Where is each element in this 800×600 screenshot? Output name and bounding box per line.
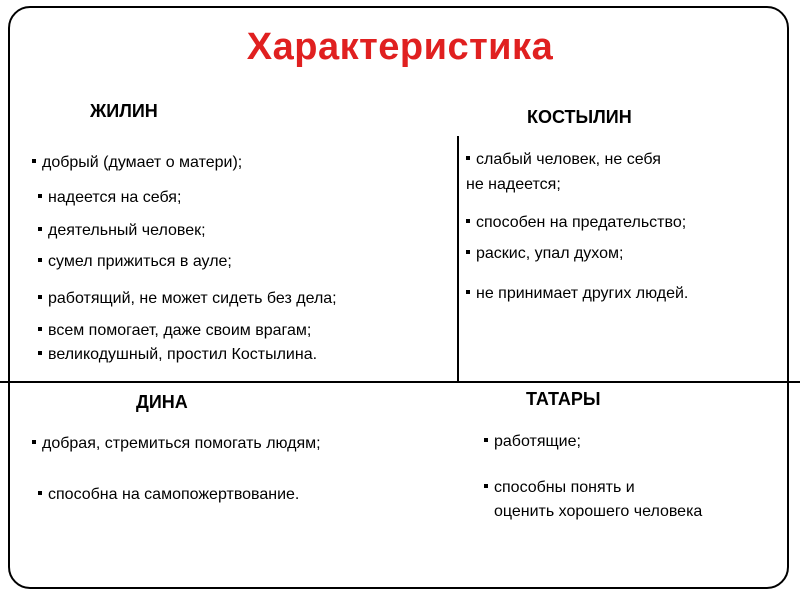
- kostylin-item-text: слабый человек, не себя: [476, 151, 661, 168]
- kostylin-item-text: не принимает других людей.: [476, 285, 689, 302]
- dina-item: [32, 434, 321, 454]
- bullet-icon: [484, 484, 488, 488]
- heading-dina: ДИНА: [136, 392, 188, 412]
- zhilin-item-text: всем помогает, даже своим врагам;: [48, 322, 312, 339]
- bullet-icon: [32, 159, 36, 163]
- bullet-icon: [38, 258, 42, 262]
- kostylin-item: [466, 244, 623, 264]
- zhilin-item-text: деятельный человек;: [48, 222, 206, 239]
- heading-kostylin: КОСТЫЛИН: [527, 107, 632, 127]
- bullet-icon: [38, 194, 42, 198]
- kostylin-item: [466, 284, 688, 304]
- zhilin-item: [38, 188, 181, 208]
- heading-tatary: ТАТАРЫ: [526, 389, 601, 409]
- tatary-item-continued: оценить хорошего человека: [494, 503, 703, 520]
- page-title: Характеристика: [246, 26, 554, 68]
- bullet-icon: [466, 219, 470, 223]
- kostylin-item: [466, 213, 686, 233]
- vertical-divider: [457, 136, 459, 383]
- tatary-item-text: способны понять и: [494, 479, 635, 496]
- dina-item-text: добрая, стремиться помогать людям;: [42, 435, 321, 452]
- dina-item-text: способна на самопожертвование.: [48, 486, 300, 503]
- kostylin-item-continued: не надеется;: [466, 176, 561, 193]
- dina-item: [38, 485, 299, 505]
- zhilin-item: [38, 252, 232, 272]
- bullet-icon: [466, 250, 470, 254]
- bullet-icon: [38, 327, 42, 331]
- bullet-icon: [32, 440, 36, 444]
- bullet-icon: [38, 295, 42, 299]
- tatary-item: [484, 478, 635, 498]
- zhilin-item: [38, 221, 206, 241]
- zhilin-item: [32, 153, 242, 173]
- zhilin-item-text: работящий, не может сидеть без дела;: [48, 290, 337, 307]
- kostylin-item-text: раскис, упал духом;: [476, 245, 624, 262]
- kostylin-item: [466, 150, 661, 170]
- zhilin-item: [38, 289, 337, 309]
- bullet-icon: [38, 227, 42, 231]
- zhilin-item-text: добрый (думает о матери);: [42, 154, 243, 171]
- bullet-icon: [466, 156, 470, 160]
- zhilin-item-text: сумел прижиться в ауле;: [48, 253, 232, 270]
- bullet-icon: [38, 491, 42, 495]
- zhilin-item-text: великодушный, простил Костылина.: [48, 346, 318, 363]
- kostylin-item-text: способен на предательство;: [476, 214, 687, 231]
- heading-zhilin: ЖИЛИН: [90, 101, 158, 121]
- zhilin-item: [38, 321, 311, 341]
- bullet-icon: [484, 438, 488, 442]
- bullet-icon: [38, 351, 42, 355]
- bullet-icon: [466, 290, 470, 294]
- zhilin-item-text: надеется на себя;: [48, 189, 182, 206]
- horizontal-divider: [0, 381, 800, 383]
- tatary-item: [484, 432, 581, 452]
- zhilin-item: [38, 345, 317, 365]
- tatary-item-text: работящие;: [494, 433, 581, 450]
